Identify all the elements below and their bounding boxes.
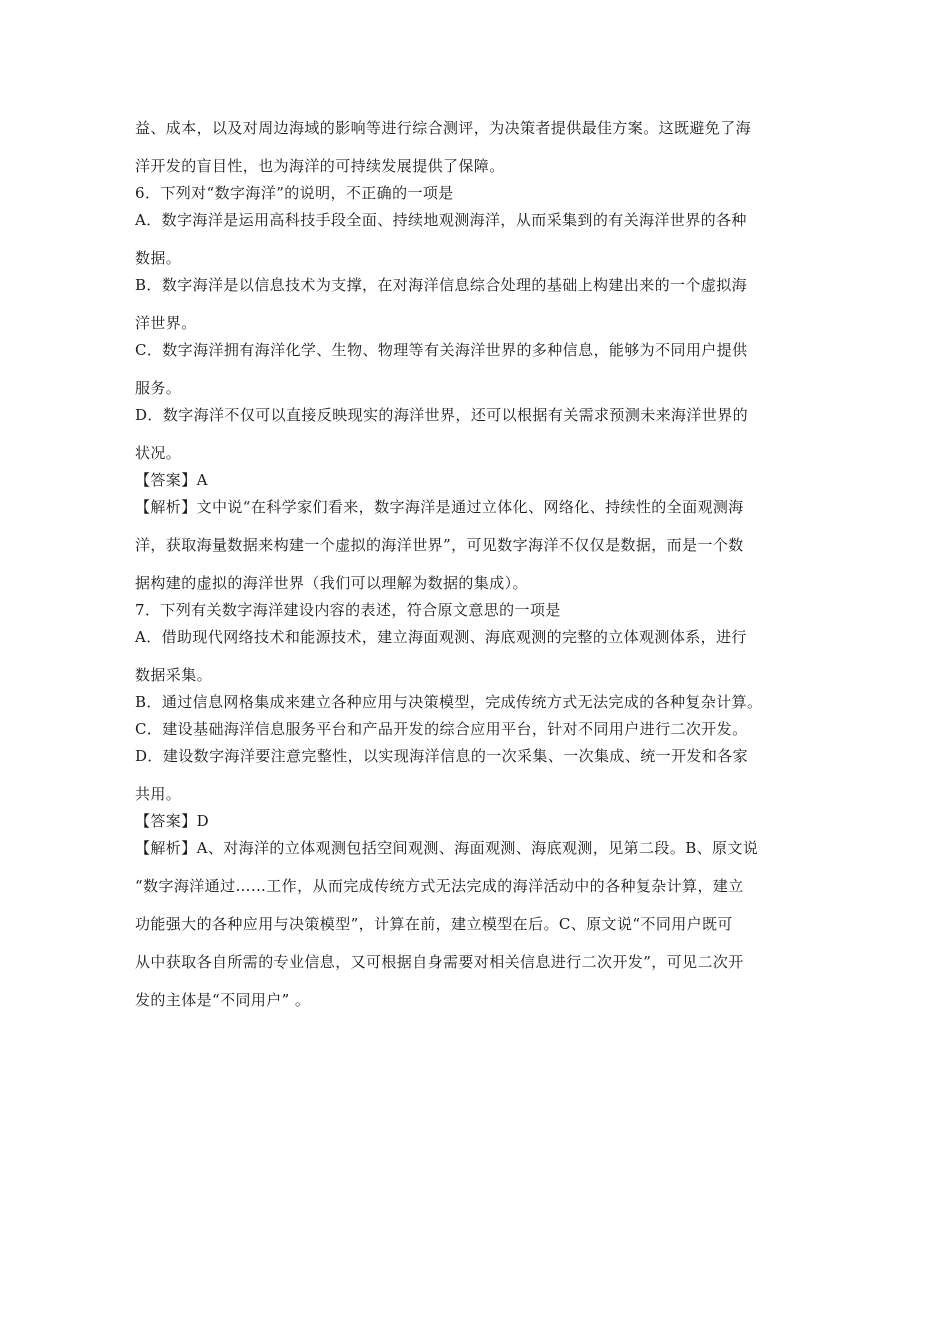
text-line: 洋，获取海量数据来构建一个虚拟的海洋世界”，可见数字海洋不仅仅是数据，而是一个数 [135, 536, 744, 554]
text-line: 【解析】A、对海洋的立体观测包括空间观测、海面观测、海底观测，见第二段。B、原文说 [135, 839, 759, 857]
text-line: 【解析】文中说“在科学家们看来，数字海洋是通过立体化、网络化、持续性的全面观测海 [135, 498, 744, 516]
text-line: C．数字海洋拥有海洋化学、生物、物理等有关海洋世界的多种信息，能够为不同用户提供 [135, 341, 748, 359]
text-line: 共用。 [135, 785, 182, 803]
text-line: D．数字海洋不仅可以直接反映现实的海洋世界，还可以根据有关需求预测未来海洋世界的 [135, 406, 749, 424]
text-line: 洋开发的盲目性，也为海洋的可持续发展提供了保障。 [135, 157, 505, 175]
text-line: 发的主体是“不同用户” 。 [135, 991, 311, 1009]
text-line: 益、成本，以及对周边海域的影响等进行综合测评，为决策者提供最佳方案。这既避免了海 [135, 119, 752, 137]
text-line: 据构建的虚拟的海洋世界（我们可以理解为数据的集成）。 [135, 574, 528, 592]
text-line: 洋世界。 [135, 314, 197, 332]
text-line: B．数字海洋是以信息技术为支撑，在对海洋信息综合处理的基础上构建出来的一个虚拟海 [135, 276, 748, 294]
text-line: 7．下列有关数字海洋建设内容的表述，符合原文意思的一项是 [135, 601, 561, 619]
text-line: C．建设基础海洋信息服务平台和产品开发的综合应用平台，针对不同用户进行二次开发。 [135, 720, 748, 738]
text-line: 状况。 [135, 444, 182, 462]
text-line: 服务。 [135, 379, 182, 397]
text-line: 6．下列对“数字海洋”的说明，不正确的一项是 [135, 184, 454, 202]
text-line: 数据采集。 [135, 666, 213, 684]
text-line: A．数字海洋是运用高科技手段全面、持续地观测海洋，从而采集到的有关海洋世界的各种 [135, 211, 747, 229]
text-line: A．借助现代网络技术和能源技术，建立海面观测、海底观测的完整的立体观测体系，进行 [135, 628, 747, 646]
text-line: 【答案】A [135, 471, 208, 489]
document-body [135, 118, 815, 1017]
text-line: 功能强大的各种应用与决策模型”，计算在前，建立模型在后。C、原文说“不同用户既可 [135, 915, 733, 933]
text-line: 数据。 [135, 249, 182, 267]
text-line: 【答案】D [135, 812, 210, 830]
text-line: B．通过信息网格集成来建立各种应用与决策模型，完成传统方式无法完成的各种复杂计算。 [135, 693, 763, 711]
text-line: “数字海洋通过……工作，从而完成传统方式无法完成的海洋活动中的各种复杂计算，建立 [135, 877, 744, 895]
text-line: 从中获取各自所需的专业信息，又可根据自身需要对相关信息进行二次开发”，可见二次开 [135, 953, 744, 971]
text-line: D．建设数字海洋要注意完整性，以实现海洋信息的一次采集、一次集成、统一开发和各家 [135, 747, 749, 765]
